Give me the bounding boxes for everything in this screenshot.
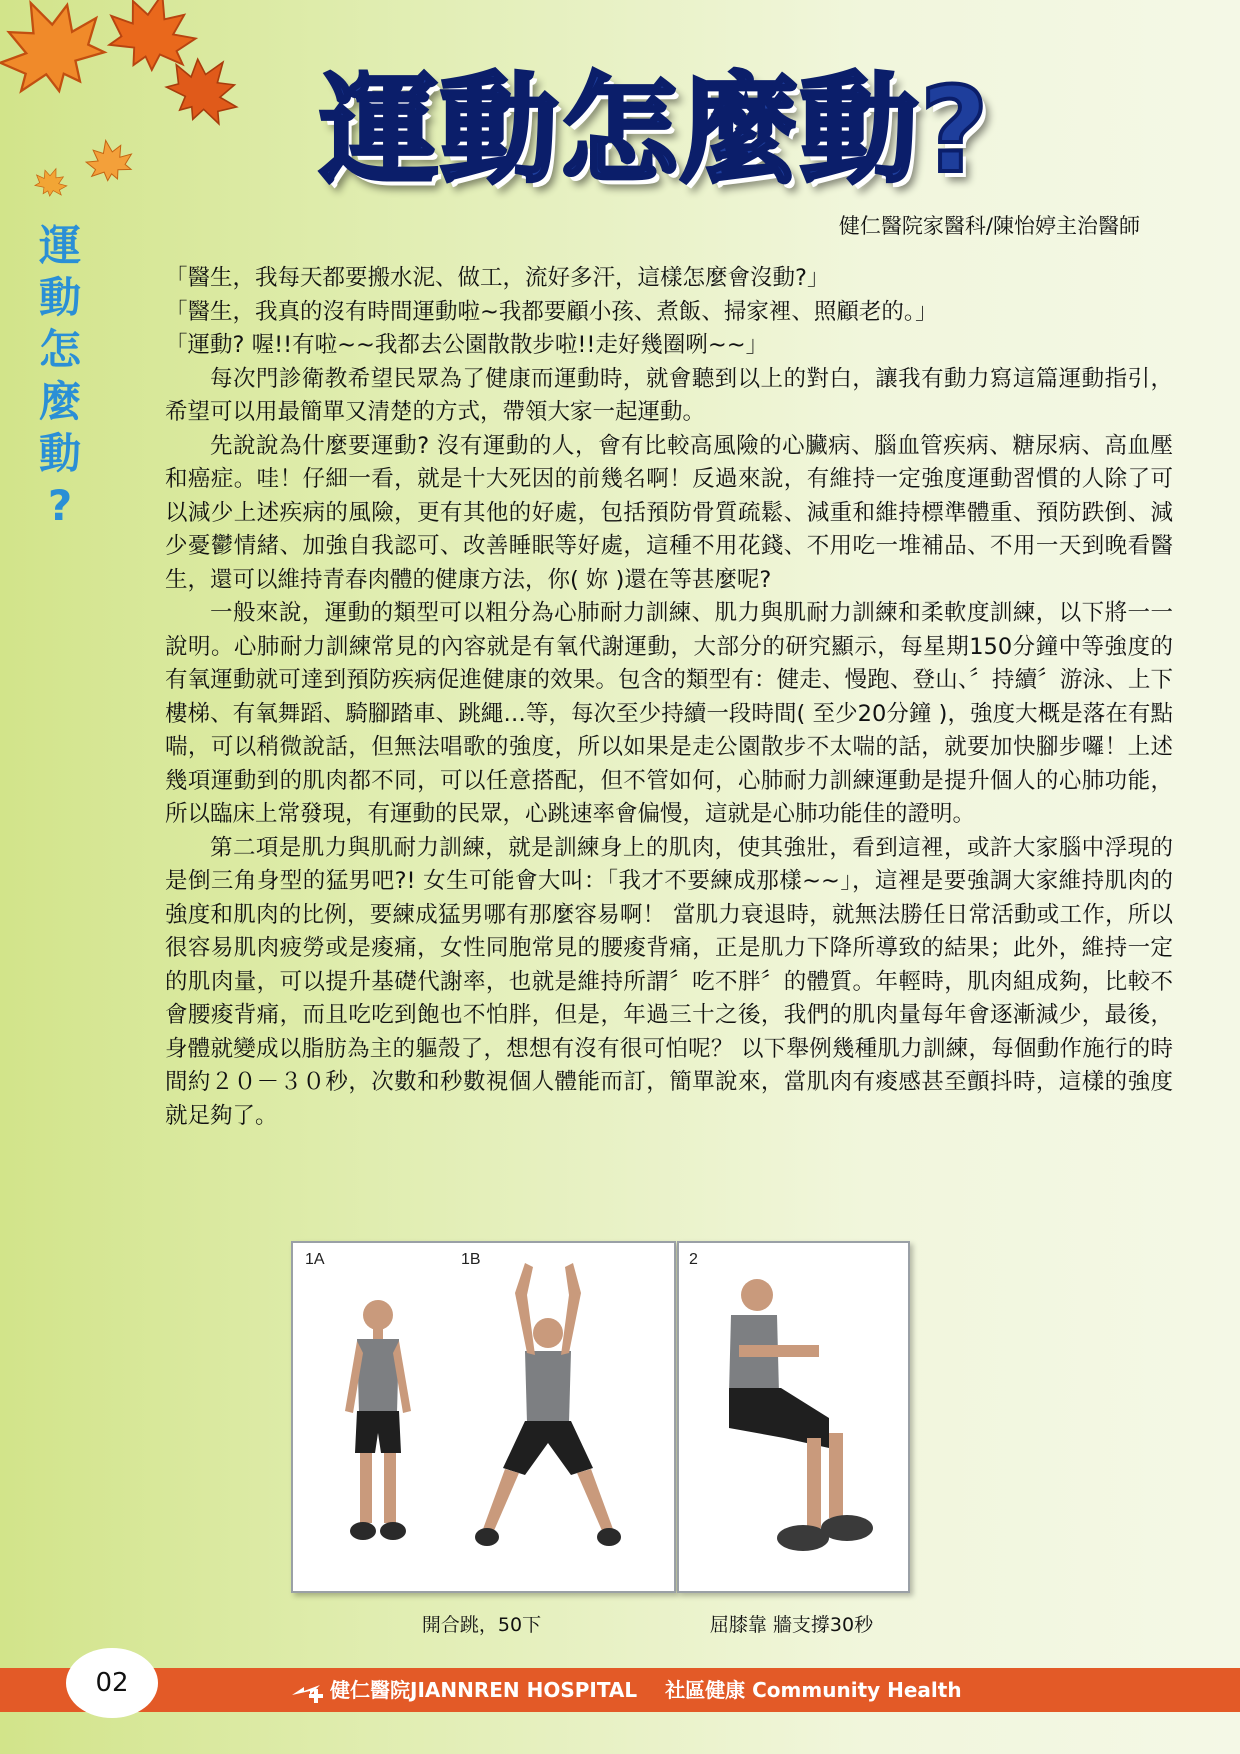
maple-leaf-icon <box>31 163 71 200</box>
side-title-char: 運 <box>38 221 81 270</box>
author-byline: 健仁醫院家醫科/陳怡婷主治醫師 <box>838 214 1140 238</box>
footer-text <box>290 1670 962 1710</box>
body-paragraph: 先說說為什麼要運動? 沒有運動的人，會有比較高風險的心臟病、腦血管疾病、糖尿病、高血壓和癌症。哇！仔細一看，就是十大死因的前幾名啊！反過來說，有維持一定強度運動習慣的人除了可以減少上述疾病的風險，更有其他的好處，包括預防骨質疏鬆、減重和維持標準體重、預防跌倒、減少憂鬱情緒、加強自我認可、改善睡眠等好處，這種不用花錢、不用吃一堆補品、不用一天到晚看醫生，還可以維持青春肉體的健康方法，你( 妳 )還在等甚麼呢? <box>165 432 1173 593</box>
side-title-char: 麼 <box>38 377 81 426</box>
person-wall-sit-illustration <box>679 1243 908 1591</box>
person-standing-illustration <box>293 1243 674 1591</box>
body-paragraph: 每次門診衛教希望民眾為了健康而運動時，就會聽到以上的對白，讓我有動力寫這篇運動指引，希望可以用最簡單又清楚的方式，帶領大家一起運動。 <box>165 365 1173 425</box>
photo-label: 1B <box>461 1251 481 1268</box>
maple-leaf-icon <box>0 0 118 109</box>
photo-label: 1A <box>305 1251 325 1268</box>
dialogue-quote: 「運動? 喔!!有啦~~我都去公園散散步啦!!走好幾圈咧~~」 <box>165 332 769 358</box>
page-number: 02 <box>66 1648 158 1718</box>
dialogue-quote: 「醫生，我每天都要搬水泥、做工，流好多汗，這樣怎麼會沒動?」 <box>165 265 830 291</box>
dialogue-quote: 「醫生，我真的沒有時間運動啦~我都要顧小孩、煮飯、掃家裡、照顧老的。」 <box>165 298 938 325</box>
footer-hospital-name: 健仁醫院JIANNREN HOSPITAL <box>330 1678 638 1702</box>
side-title-char: 動 <box>38 429 81 478</box>
body-paragraph: 一般來說，運動的類型可以粗分為心肺耐力訓練、肌力與肌耐力訓練和柔軟度訓練，以下將一一說明。心肺耐力訓練常見的內容就是有氧代謝運動，大部分的研究顯示，每星期150分鐘中等強度的有氧運動就可達到預防疾病促進健康的效果。包含的類型有：健走、慢跑、登山、〞持續〞游泳、上下樓梯、有氧舞蹈、騎腳踏車、跳繩…等，每次至少持續一段時間( 至少20分鐘 )，強度大概是落在有點喘，可以稍微說話，但無法唱歌的強度，所以如果是走公園散步不太喘的話，就要加快腳步囉！上述幾項運動到的肌肉都不同，可以任意搭配，但不管如何，心肺耐力訓練運動是提升個人的心肺功能，所以臨床上常發現，有運動的民眾，心跳速率會偏慢，這就是心肺功能佳的證明。 <box>165 600 1173 827</box>
body-paragraph: 第二項是肌力與肌耐力訓練，就是訓練身上的肌肉，使其強壯，看到這裡，或許大家腦中浮現的是倒三角身型的猛男吧?! 女生可能會大叫：「我才不要練成那樣~~」，這裡是要強調大家維持肌肉的強度和肌肉的比例，要練成猛男哪有那麼容易啊！ 當肌力衰退時，就無法勝任日常活動或工作，所以很容易肌肉疲勞或是痠痛，女性同胞常見的腰痠背痛，正是肌力下降所導致的結果；此外，維持一定的肌肉量，可以提升基礎代謝率，也就是維持所謂〞吃不胖〞的體質。年輕時，肌肉組成夠，比較不會腰痠背痛，而且吃吃到飽也不怕胖，但是，年過三十之後，我們的肌肉量每年會逐漸減少，最後，身體就變成以脂肪為主的軀殼了，想想有沒有很可怕呢？ 以下舉例幾種肌力訓練，每個動作施行的時間約２０－３０秒，次數和秒數視個人體能而訂，簡單說來，當肌肉有痠感甚至顫抖時，這樣的強度就足夠了。 <box>165 834 1173 1129</box>
side-title-char: 怎 <box>38 325 81 374</box>
article-body <box>165 262 1173 1133</box>
side-title-char: 動 <box>38 273 81 322</box>
exercise-photo-jumping-jacks <box>291 1241 676 1593</box>
exercise-photo-wall-sit <box>677 1241 910 1593</box>
side-title-char: ? <box>47 481 73 530</box>
hospital-logo-icon <box>290 1681 324 1703</box>
photo-label: 2 <box>689 1251 698 1268</box>
maple-leaf-icon <box>83 136 135 183</box>
footer-section-name: 社區健康 Community Health <box>665 1678 962 1702</box>
photo-caption: 屈膝靠 牆支撐30秒 <box>709 1614 874 1636</box>
photo-caption: 開合跳，50下 <box>421 1614 542 1636</box>
page-title: 運動怎麼動? <box>320 61 991 199</box>
vertical-side-title <box>30 220 90 532</box>
maple-leaf-icon <box>100 0 204 79</box>
maple-leaves-decoration <box>0 0 270 215</box>
